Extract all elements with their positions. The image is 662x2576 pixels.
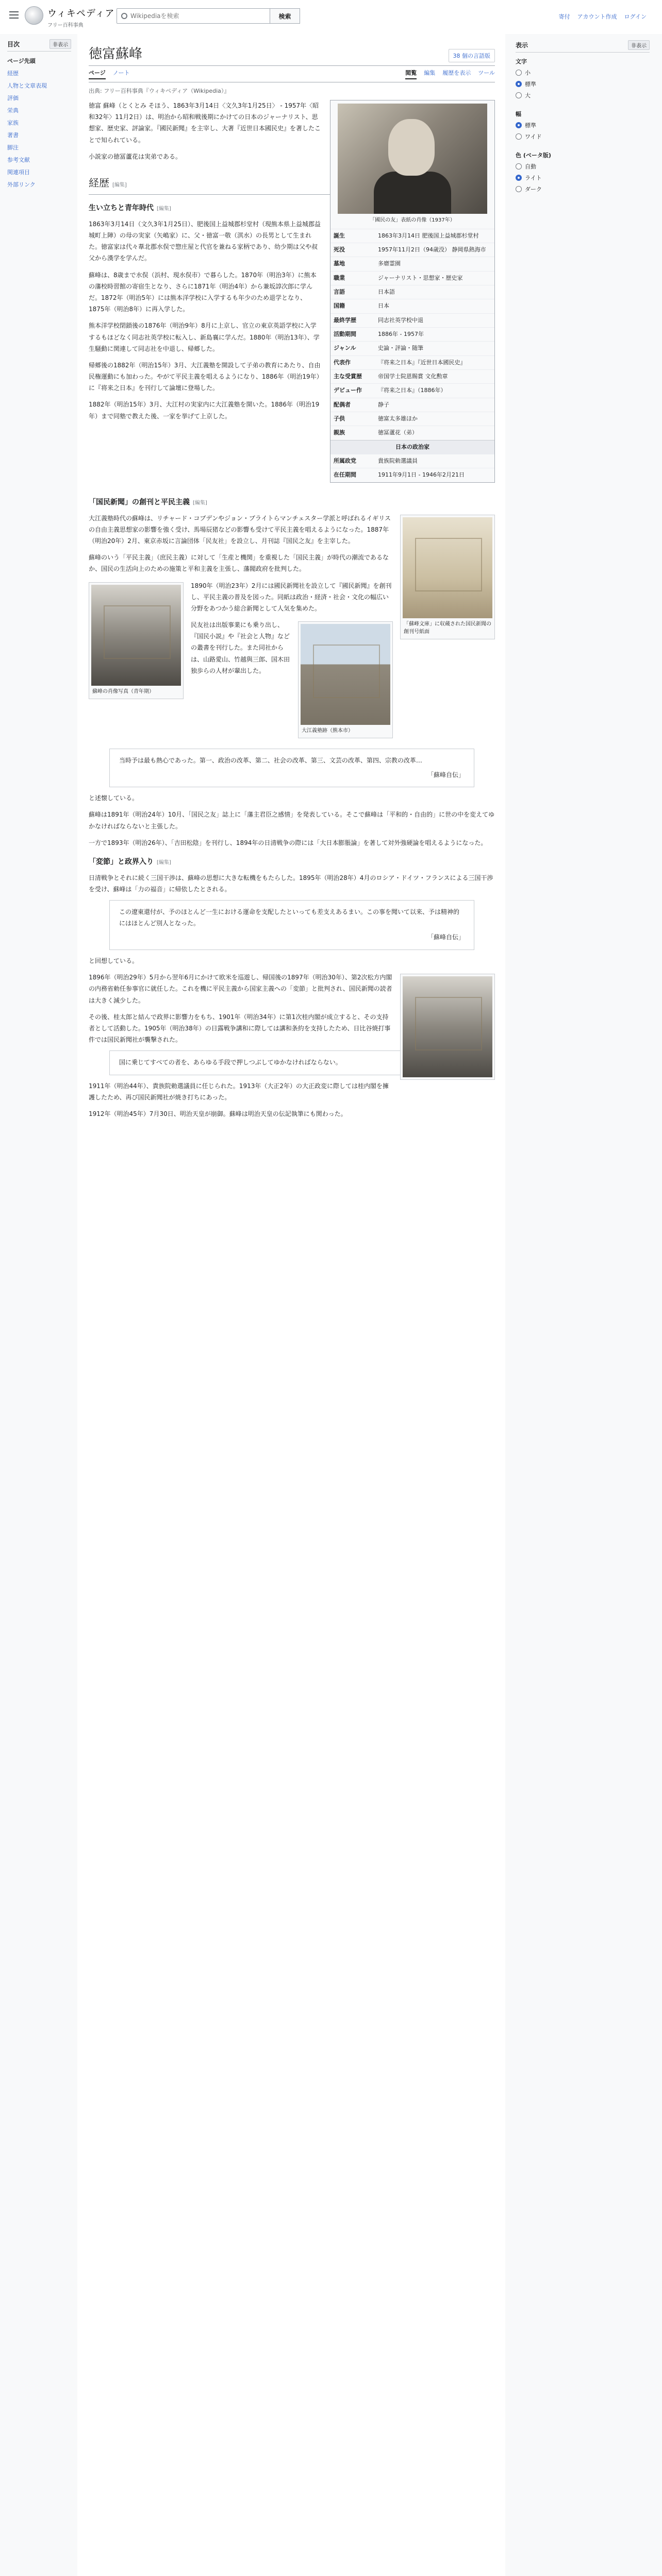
toc-item-notes[interactable]: 脚注 <box>7 144 19 151</box>
infobox-row <box>330 299 494 313</box>
paragraph: 蘇峰は、8歳まで水俣（浜村、現水俣市）で暮らした。1870年（明治3年）に熊本の藩校時習館の寄宿生となり、さらに1871年（明治4年）から兼坂諄次郎に学んだ。1872年（明治5年）には熊本洋学校に入学するも年少のため退学となり、1875年（明治8年）に再入学した。 <box>89 271 317 313</box>
color-option[interactable] <box>516 172 650 183</box>
article-body <box>89 100 495 1120</box>
radio-selected-icon <box>516 81 522 87</box>
tab-page[interactable]: ページ <box>89 69 106 79</box>
figure-newspaper <box>400 515 495 639</box>
tab-history[interactable]: 履歴を表示 <box>442 70 471 76</box>
infobox-key: 在任期間 <box>334 471 356 479</box>
infobox-row <box>330 454 494 468</box>
infobox-key: 言語 <box>334 288 345 295</box>
edit-link[interactable]: [編集] <box>193 500 207 506</box>
building-photo[interactable] <box>301 624 390 725</box>
paragraph: 熊本洋学校閉鎖後の1876年（明治9年）8月に上京し、官立の東京英語学校に入学するもほどなく同志社英学校に転入し、新島襄に学んだ。1880年（明治13年）、学生騒動に関連して同志社を中退し、帰郷した。 <box>89 322 320 352</box>
radio-selected-icon <box>516 175 522 181</box>
subsection-title: 「国民新聞」の創刊と平民主義 <box>89 498 190 506</box>
lead-paragraph: 徳富 蘇峰（とくとみ そほう、1863年3月14日〈文久3年1月25日〉 - 1957年〈昭和32年〉11月2日）は、明治から昭和戦後期にかけての日本のジャーナリスト、思想家、歴史家、評論家。『國民新聞』を主宰し、大著『近世日本國民史』を著したことで知られている。 <box>89 102 321 144</box>
infobox-key: 親族 <box>334 429 345 436</box>
site-title: ウィキペディア <box>47 8 115 19</box>
option-label: 大 <box>525 92 531 99</box>
infobox-key: 死没 <box>334 246 345 253</box>
figure-portrait <box>89 582 184 699</box>
title-row <box>89 43 495 66</box>
quote-source: 「蘇峰自伝」 <box>427 934 465 941</box>
quote-text: 国に乗じてすべての者を、あらゆる手段で押しつぶしてゆかなければならない。 <box>119 1059 342 1066</box>
infobox-key: 国籍 <box>334 302 345 310</box>
infobox-row <box>330 355 494 369</box>
infobox-key: ジャンル <box>334 345 356 352</box>
infobox-row <box>330 383 494 397</box>
infobox-row <box>330 229 494 243</box>
infobox-row <box>330 285 494 299</box>
infobox-value: 史論・評論・随筆 <box>378 345 423 352</box>
infobox-value[interactable]: 徳冨蘆花（弟） <box>378 429 418 436</box>
toc-title: 目次 <box>7 41 20 48</box>
radio-selected-icon <box>516 122 522 128</box>
figure-portrait-2 <box>400 974 495 1080</box>
paragraph: 1882年（明治15年）3月、大江村の実家内に大江義塾を開いた。1886年（明治19年）まで同塾で教えた後、一家を挙げて上京した。 <box>89 401 320 420</box>
wordmark[interactable] <box>47 6 114 28</box>
width-group <box>516 108 650 142</box>
radio-icon <box>516 92 522 98</box>
lead-paragraph: 小説家の徳冨蘆花は実弟である。 <box>89 152 182 160</box>
paragraph: 大江義塾時代の蘇峰は、リチャード・コブデンやジョン・ブライトらマンチェスター学派と呼ばれるイギリスの自由主義思想家の影響を強く受け、馬場辰猪などの影響も受けて平民主義を唱えるようになった。1887年（明治20年）2月、東京赤坂に言論団体「民友社」を設立し、月刊誌『国民之友』を主宰した。 <box>89 514 391 545</box>
page-tabs <box>89 66 495 82</box>
paragraph: 蘇峰は1891年（明治24年）10月、「国民之友」誌上に「藩主君臣之感情」を発表している。そこで蘇峰は「平和的・自由的」に世の中を変えてゆかなければならないと主張した。 <box>89 811 495 830</box>
radio-icon <box>516 163 522 170</box>
search-input[interactable] <box>130 12 266 20</box>
search-button[interactable]: 検索 <box>270 8 300 24</box>
subsection-heading-turn <box>89 856 495 869</box>
toc-head <box>7 39 71 52</box>
infobox-value: 1886年 - 1957年 <box>378 330 424 337</box>
paragraph: 一方で1893年（明治26年）、「吉田松陰」を刊行し、1894年の日清戦争の際には「大日本膨脹論」を著して対外強硬論を唱えるようになった。 <box>89 839 487 846</box>
option-label: 標準 <box>525 81 536 88</box>
infobox-key: 代表作 <box>334 359 351 366</box>
infobox-key: 配偶者 <box>334 401 351 408</box>
option-label: ライト <box>525 175 542 181</box>
infobox-row <box>330 468 494 482</box>
infobox-value[interactable]: 帝国学士院恩賜賞 文化勲章 <box>378 372 448 380</box>
infobox-row <box>330 341 494 355</box>
infobox-key: デビュー作 <box>334 387 362 394</box>
appearance-title: 表示 <box>516 42 528 49</box>
text-size-group <box>516 56 650 101</box>
toc-item-honors[interactable]: 栄典 <box>7 107 19 114</box>
color-option[interactable] <box>516 183 650 195</box>
infobox-value[interactable]: 日本 <box>378 302 389 310</box>
donate-link[interactable]: 寄付 <box>558 13 570 20</box>
toc-item-career[interactable]: 経歴 <box>7 70 19 77</box>
infobox-row <box>330 426 494 439</box>
infobox-row <box>330 313 494 327</box>
infobox-key: 主な受賞歴 <box>334 372 362 380</box>
source-note: 出典: フリー百科事典『ウィキペディア（Wikipedia）』 <box>89 88 230 94</box>
infobox-key: 職業 <box>334 274 345 281</box>
paragraph: 1863年3月14日（文久3年1月25日）、肥後国上益城郡杉堂村（現熊本県上益城郡益城町上陣）の母の実家（矢嶋家）に、父・徳富一敬（淇水）の長男として生まれた。徳富家は代々葦北郡水俣で惣庄屋と代官を兼ねる家柄であり、幼少期は父や叔父から漢学を学んだ。 <box>89 220 321 262</box>
radio-icon <box>516 70 522 76</box>
infobox-value: ジャーナリスト・思想家・歴史家 <box>378 274 463 281</box>
tab-edit[interactable]: 編集 <box>424 70 436 76</box>
infobox-value: 日本語 <box>378 288 395 295</box>
portrait-photo[interactable] <box>91 585 181 686</box>
appearance-hide-button[interactable]: 非表示 <box>628 40 650 50</box>
infobox-value: 『将来之日本』（1886年） <box>378 387 446 394</box>
toc-item-external[interactable]: 外部リンク <box>7 181 36 188</box>
edit-link[interactable]: [編集] <box>112 182 127 188</box>
paragraph: と述懐している。 <box>89 794 139 802</box>
menu-icon[interactable] <box>9 11 19 19</box>
login-link[interactable]: ログイン <box>624 13 647 20</box>
toc-item-person[interactable]: 人物と文章表現 <box>7 82 47 89</box>
language-button[interactable]: 38 個の言語版 <box>449 49 495 62</box>
infobox-key: 子供 <box>334 415 345 422</box>
subsection-heading-kokumin <box>89 496 495 510</box>
infobox-value: 静子 <box>378 401 389 408</box>
text-size-option[interactable] <box>516 90 650 101</box>
infobox-row <box>330 271 494 285</box>
site-header <box>0 0 662 34</box>
quote-text: 当時予は最も熱心であった。第一、政治の改革、第二、社会の改革、第三、文芸の改革、第四、宗教の改革… <box>119 757 422 765</box>
option-label: 標準 <box>525 122 536 129</box>
figure-building <box>298 621 393 738</box>
infobox-row <box>330 243 494 257</box>
figure-caption: 「蘇峰文庫」に収蔵された国民新聞の創刊号紙面 <box>404 621 491 635</box>
paragraph: 1896年（明治29年）5月から翌年6月にかけて欧米を巡遊し、帰国後の1897年（明治30年）、第2次松方内閣の内務省勅任参事官に就任した。これを機に平民主義から国家主義への「変節」と批判され、国民新聞の読者は大きく減少した。 <box>89 974 392 1004</box>
paragraph: 民友社は出版事業にも乗り出し、『国民小説』や『社会と人物』などの叢書を刊行した。また同社からは、山路愛山、竹越與三郎、国木田独歩らの人材が輩出した。 <box>191 621 290 674</box>
page-title: 徳富蘇峰 <box>89 46 143 62</box>
infobox-row <box>330 327 494 341</box>
radio-icon <box>516 133 522 140</box>
infobox-key: 最終学歴 <box>334 316 356 324</box>
toc-item-top[interactable]: ページ先頭 <box>7 58 36 64</box>
option-label: ダーク <box>525 186 542 193</box>
width-label: 幅 <box>516 111 521 117</box>
color-option[interactable] <box>516 161 650 172</box>
infobox-row <box>330 398 494 412</box>
infobox-value[interactable]: 同志社英学校中退 <box>378 316 423 324</box>
tab-talk[interactable]: ノート <box>112 70 130 76</box>
toc-item-refs[interactable]: 参考文献 <box>7 157 30 163</box>
infobox-value: 1957年11月2日（94歳没） 静岡県熱海市 <box>378 246 486 253</box>
infobox-key: 活動期間 <box>334 330 356 337</box>
tab-tools[interactable]: ツール <box>478 70 495 76</box>
user-links <box>559 12 647 21</box>
quote-source: 「蘇峰自伝」 <box>427 771 465 778</box>
infobox-row <box>330 369 494 383</box>
width-option[interactable] <box>516 131 650 142</box>
infobox-value: 1863年3月14日 肥後国上益城郡杉堂村 <box>378 232 479 239</box>
infobox-value: 徳富太多雄ほか <box>378 415 418 422</box>
text-size-option[interactable] <box>516 78 650 90</box>
search-form <box>117 8 300 24</box>
portrait-photo[interactable] <box>403 976 492 1077</box>
option-label: ワイド <box>525 133 542 140</box>
infobox-value[interactable]: 多磨霊園 <box>378 260 401 267</box>
infobox-row <box>330 257 494 270</box>
paragraph: 1911年（明治44年）、貴族院勅選議員に任じられた。1913年（大正2年）の大正政変に際しては桂内閣を擁護したため、再び国民新聞社が焼き打ちにあった。 <box>89 1082 389 1101</box>
appearance-head <box>516 40 650 53</box>
newspaper-image[interactable] <box>403 517 492 618</box>
paragraph: その後、桂太郎と結んで政界に影響力をもち、1901年（明治34年）に第1次桂内閣が成立すると、その支持者として活動した。1905年（明治38年）の日露戦争講和に際しては講和条約を支持したため、日比谷焼打事件では国民新聞社が襲撃された。 <box>89 1013 391 1044</box>
infobox-section-title: 日本の政治家 <box>330 440 494 454</box>
paragraph: と回想している。 <box>89 957 139 965</box>
figure-caption: 蘇峰の肖像写真（青年期） <box>92 688 154 694</box>
text-size-label: 文字 <box>516 58 527 65</box>
infobox-row <box>330 412 494 426</box>
paragraph: 1890年（明治23年）2月には國民新聞社を設立して『國民新聞』を創刊し、平民主義の普及を図った。同紙は政治・経済・社会・文化の幅広い分野をあつかう総合新聞として人気を集めた。 <box>191 582 392 612</box>
infobox <box>330 100 495 483</box>
width-option[interactable] <box>516 120 650 131</box>
option-label: 自動 <box>525 163 536 170</box>
paragraph: 1912年（明治45年）7月30日、明治天皇が崩御。蘇峰は明治天皇の伝記執筆にも関わった。 <box>89 1110 347 1118</box>
appearance-panel <box>510 34 655 202</box>
search-box[interactable] <box>117 8 270 24</box>
blockquote <box>109 900 474 950</box>
toc-item-related[interactable]: 関連項目 <box>7 169 30 176</box>
infobox-key: 墓地 <box>334 260 345 267</box>
text-size-option[interactable] <box>516 67 650 78</box>
quote-text: この遼東還付が、予のほとんど一生における運命を支配したといっても差支えあるまい。この事を聞いて以来、予は精神的にはほとんど別人となった。 <box>119 908 460 927</box>
blockquote <box>109 749 474 787</box>
infobox-value: 1911年9月1日 - 1946年2月21日 <box>378 471 465 479</box>
color-label: 色 (ベータ版) <box>516 152 551 159</box>
site-tagline: フリー百科事典 <box>47 23 84 28</box>
radio-icon <box>516 186 522 192</box>
toc-hide-button[interactable]: 非表示 <box>49 39 71 49</box>
create-account-link[interactable]: アカウント作成 <box>577 13 617 20</box>
tab-read[interactable]: 閲覧 <box>405 69 417 79</box>
portrait-image[interactable] <box>338 104 487 214</box>
portrait-face <box>388 119 435 176</box>
edit-link[interactable]: [編集] <box>157 860 171 866</box>
toc-item-works[interactable]: 著書 <box>7 132 19 139</box>
option-label: 小 <box>525 70 531 76</box>
toc-sidebar <box>0 34 76 191</box>
edit-link[interactable]: [編集] <box>157 206 171 212</box>
infobox-key: 誕生 <box>334 232 345 239</box>
infobox-caption: 「國民の友」表紙の肖像（1937年） <box>370 217 455 223</box>
subsection-title: 生い立ちと青年時代 <box>89 204 154 212</box>
infobox-value[interactable]: 貴族院勅選議員 <box>378 457 418 464</box>
toc-item-evaluation[interactable]: 評価 <box>7 95 19 101</box>
color-group <box>516 149 650 195</box>
paragraph: 帰郷後の1882年（明治15年）3月、大江義塾を開設して子弟の教育にあたり、自由民権運動にも加わった。やがて平民主義を唱えるようになり、1886年（明治19年）に『将来之日本』を刊行して論壇に登場した。 <box>89 361 321 392</box>
infobox-value[interactable]: 『将来之日本』『近世日本國民史』 <box>378 359 466 366</box>
paragraph: 日清戦争とそれに続く三国干渉は、蘇峰の思想に大きな転機をもたらした。1895年（明治28年）4月のロシア・ドイツ・フランスによる三国干渉を受け、蘇峰は「力の福音」に帰依したとされる。 <box>89 874 493 893</box>
subsection-title: 「変節」と政界入り <box>89 858 154 867</box>
paragraph: 蘇峰のいう「平民主義」（庶民主義）に対して「生産と機関」を重視した「国民主義」が時代の潮流であるなか、国民の生活向上のための施策と平和主義を主張し、藩閥政府を批判した。 <box>89 554 389 573</box>
article-content <box>77 34 505 2576</box>
search-icon <box>121 13 127 19</box>
portrait-suit <box>374 172 451 214</box>
section-title: 経歴 <box>89 176 109 189</box>
wikipedia-logo-icon[interactable] <box>25 6 43 25</box>
toc-item-family[interactable]: 家族 <box>7 120 19 126</box>
infobox-key: 所属政党 <box>334 457 356 464</box>
figure-caption: 大江義塾跡（熊本市） <box>302 728 353 734</box>
